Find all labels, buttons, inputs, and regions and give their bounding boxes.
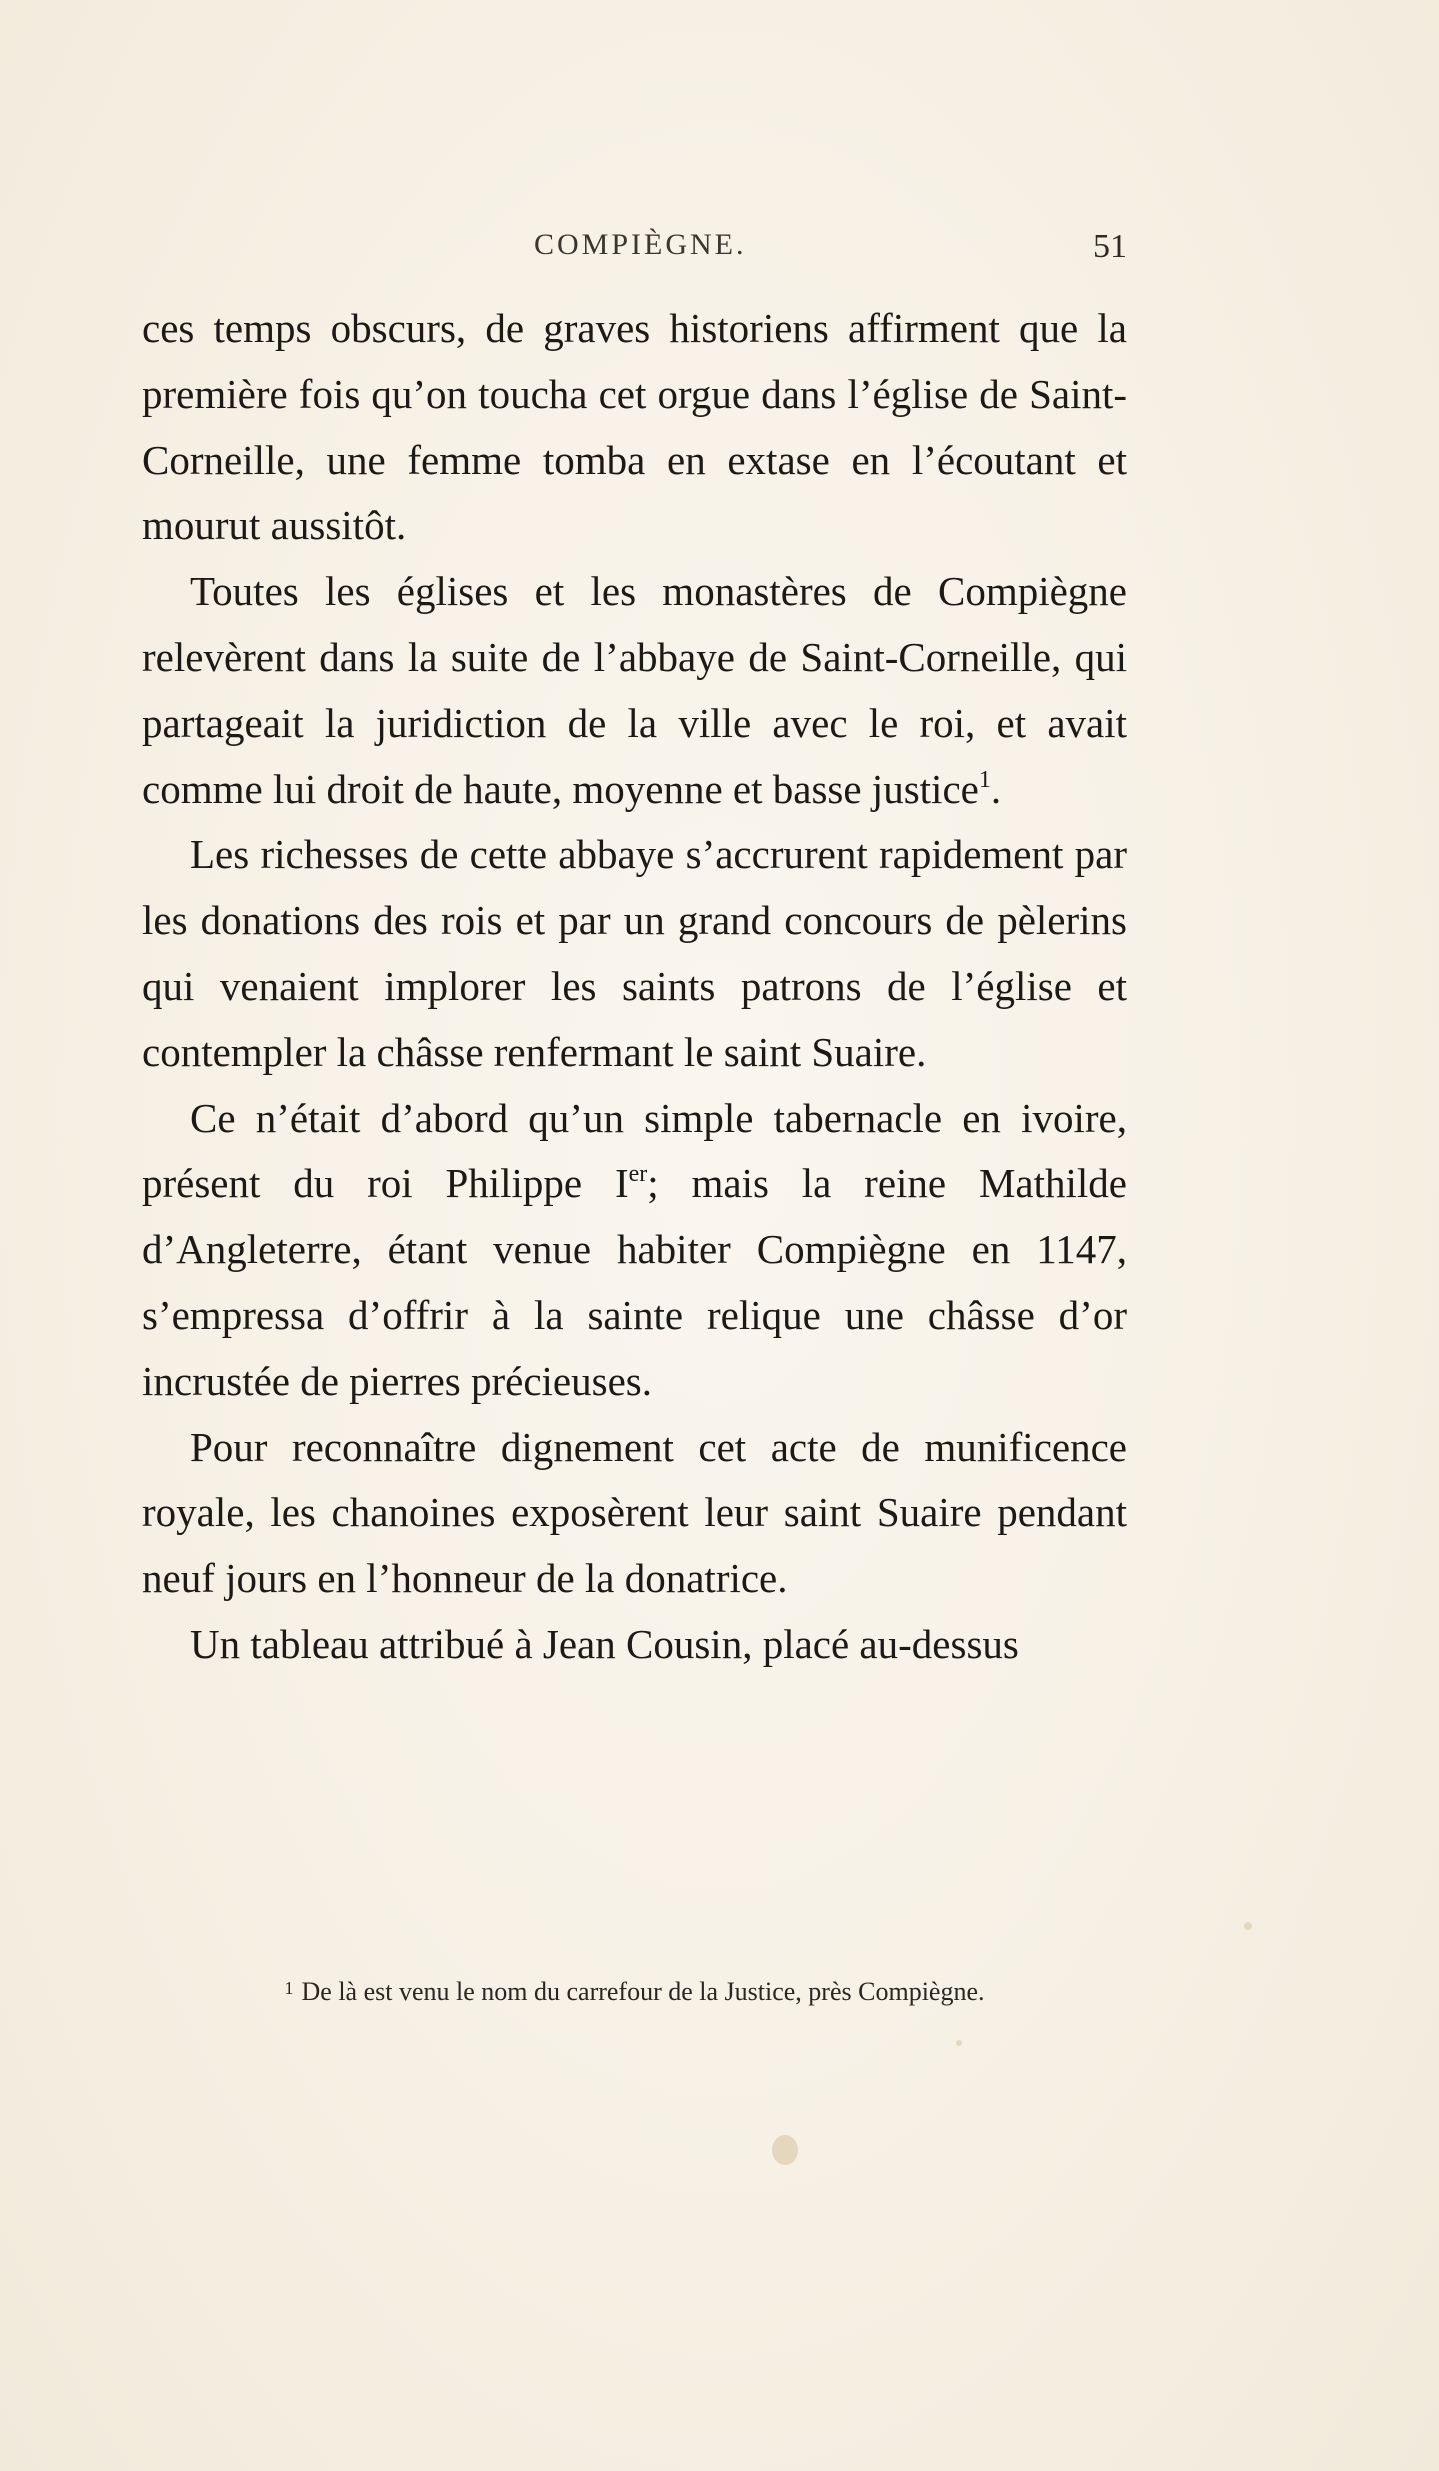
footnote-text: De là est venu le nom du carrefour de la Justice, près Compiègne. <box>301 1977 985 2006</box>
paragraph-1-text: ces temps obscurs, de graves historiens affirment que la première fois qu’on toucha cet orgue dans l’église de Saint-Corneille, une femme tomba en extase en l’écoutant et mourut aussitôt. <box>142 305 1127 549</box>
paragraph-6 <box>142 1612 1127 1678</box>
paragraph-1 <box>142 296 1127 559</box>
paragraph-5-text: Pour reconnaître dignement cet acte de munificence royale, les chanoines exposèrent leur saint Suaire pendant neuf jours en l’honneur de la donatrice. <box>142 1423 1127 1602</box>
ordinal-superscript: er <box>628 1161 648 1188</box>
footnote-reference[interactable]: 1 <box>978 766 991 793</box>
paragraph-3-text: Les richesses de cette abbaye s’accrurent rapidement par les donations des rois et par un grand concours de pèlerins qui venaient implorer les saints patrons de l’église et contempler la châsse renfermant le saint Suaire. <box>142 831 1127 1075</box>
paragraph-4 <box>142 1086 1127 1415</box>
paragraph-4-text: Ce n’était d’abord qu’un simple tabernacle en ivoire, présent du roi Philippe I <box>142 1094 1127 1207</box>
paragraph-5 <box>142 1415 1127 1612</box>
paragraph-6-text: Un tableau attribué à Jean Cousin, placé au-dessus <box>190 1620 1019 1667</box>
running-head <box>142 228 1127 278</box>
body-text <box>142 296 1127 1678</box>
paper-speck <box>1244 1922 1252 1930</box>
footnote <box>142 1970 1127 2010</box>
paragraph-2-text-end: . <box>990 765 1002 812</box>
paper-speck <box>772 2135 798 2165</box>
paragraph-2 <box>142 559 1127 822</box>
paragraph-3 <box>142 822 1127 1085</box>
footnote-marker: 1 <box>284 1978 294 1998</box>
paragraph-4-text-end: ; mais la reine Mathilde d’Angleterre, étant venue habiter Compiègne en 1147, s’empressa d’offrir à la sainte relique une châsse d’or incrustée de pierres précieuses. <box>142 1160 1127 1404</box>
running-title: COMPIÈGNE. <box>534 228 747 261</box>
paper-speck <box>956 2040 962 2046</box>
paragraph-2-text: Toutes les églises et les monastères de Compiègne relevèrent dans la suite de l’abbaye de Saint-Corneille, qui partageait la juridiction de la ville avec le roi, et avait comme lui droit de haute, moyenne et basse justice <box>142 568 1127 812</box>
page-number: 51 <box>1093 228 1127 265</box>
